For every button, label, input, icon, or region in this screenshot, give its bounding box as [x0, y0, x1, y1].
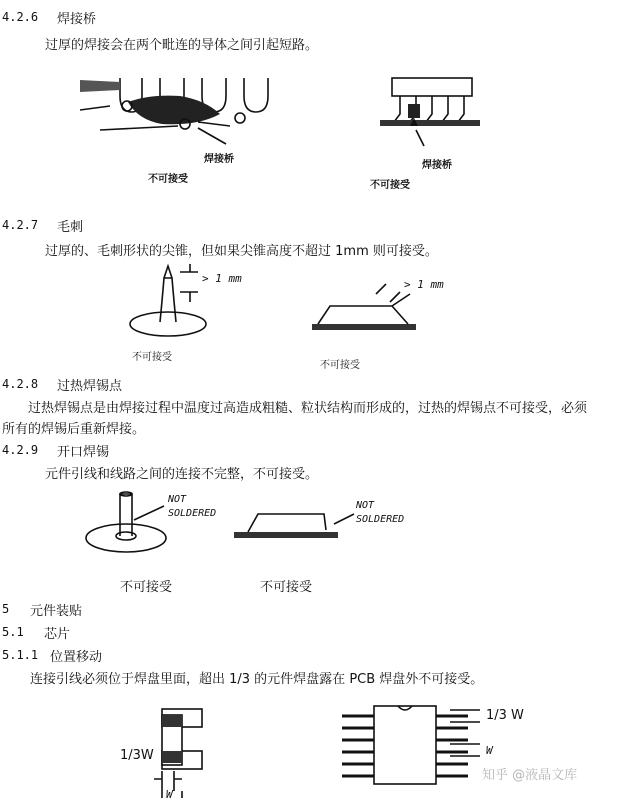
note-label: SOLDERED — [168, 508, 217, 519]
solder-bridge-figure-right — [380, 74, 490, 164]
figure-caption: 不可接受 — [320, 360, 360, 371]
section-title: 过热焊锡点 — [57, 379, 123, 394]
figure-caption: 不可接受 — [132, 352, 172, 363]
figure-caption: 不可接受 — [370, 180, 410, 191]
section-number: 4.2.6 — [2, 10, 39, 24]
section-title: 元件装贴 — [30, 604, 83, 619]
dimension-label: W — [486, 744, 493, 757]
solder-bridge-figure-left — [80, 68, 300, 188]
section-number: 4.2.8 — [2, 377, 39, 391]
note-label: SOLDERED — [356, 514, 405, 525]
watermark: 知乎 @液晶文库 — [482, 768, 578, 783]
section-title: 芯片 — [44, 627, 71, 642]
section-title: 位置移动 — [50, 650, 103, 665]
figure-label: 焊接桥 — [422, 160, 452, 171]
figure-label: 焊接桥 — [204, 154, 234, 165]
dimension-label: > 1 mm — [202, 272, 242, 285]
dimension-label: > 1 mm — [404, 278, 444, 291]
section-title: 毛刺 — [57, 220, 84, 235]
section-number: 5 — [2, 602, 10, 616]
figure-caption: 不可接受 — [260, 580, 313, 595]
chip-offset-figure-right — [340, 700, 490, 790]
dimension-label: 1/3 W — [486, 708, 524, 723]
section-title: 开口焊锡 — [57, 445, 110, 460]
section-description: 过厚的焊接会在两个毗连的导体之间引起短路。 — [45, 38, 319, 53]
section-title: 焊接桥 — [57, 12, 97, 27]
dimension-label: 1/3W — [120, 748, 154, 763]
section-description-continued: 所有的焊锡后重新焊接。 — [2, 422, 146, 437]
section-description: 元件引线和线路之间的连接不完整，不可接受。 — [45, 467, 319, 482]
open-solder-figure-right — [234, 500, 344, 550]
section-number: 5.1 — [2, 625, 24, 639]
section-description: 连接引线必须位于焊盘里面，超出 1/3 的元件焊盘露在 PCB 焊盘外不可接受。 — [30, 672, 484, 687]
figure-caption: 不可接受 — [148, 174, 188, 185]
section-description: 过厚的、毛刺形状的尖锥，但如果尖锥高度不超过 1mm 则可接受。 — [45, 244, 438, 259]
dimension-label: W — [166, 788, 173, 801]
section-number: 4.2.9 — [2, 443, 39, 457]
section-number: 5.1.1 — [2, 648, 39, 662]
figure-caption: 不可接受 — [120, 580, 173, 595]
section-number: 4.2.7 — [2, 218, 39, 232]
note-label: NOT — [356, 500, 375, 511]
note-label: NOT — [168, 494, 187, 505]
section-description: 过热焊锡点是由焊接过程中温度过高造成粗糙、粒状结构而形成的，过热的焊锡点不可接受，必须 — [28, 401, 588, 416]
